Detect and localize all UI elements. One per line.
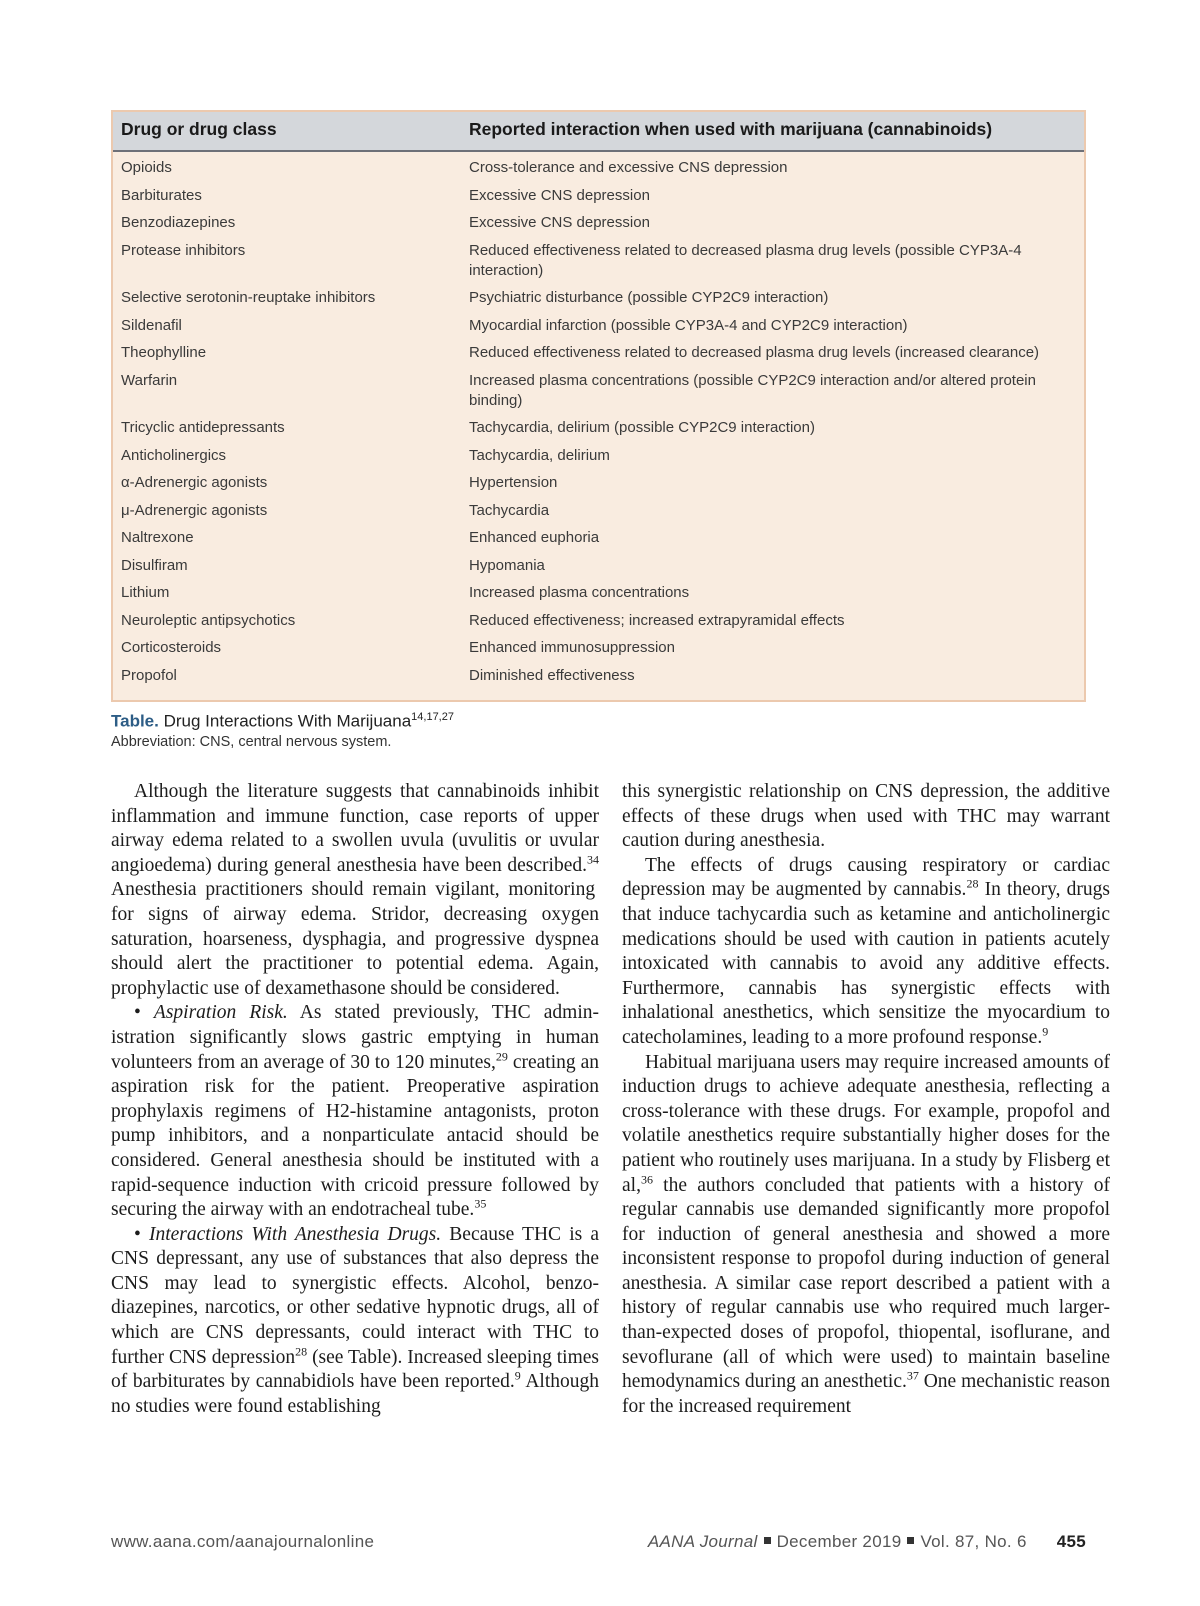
- table-row: [113, 579, 1084, 607]
- square-bullet-icon: [764, 1537, 771, 1544]
- footer-journal-info: [648, 1532, 1086, 1552]
- interaction-cell: Hypomania: [469, 556, 545, 574]
- drug-cell: Tricyclic antidepressants: [121, 419, 285, 436]
- drug-cell: Naltrexone: [121, 529, 194, 546]
- paragraph: Habitual marijuana users may require increased amounts of induction drugs to achieve adequate anesthesia, reflecting a cross-tolerance with these drugs. For example, propofol and volatile anesthetics require substantially higher doses for the patient who routinely uses marijuana. In a study by Flisberg et al,$^{36}$ the authors concluded that patients with a history of regular cannabis use demanded significantly more propofol for induction of general anesthesia and showed a more inconsistent response to propofol during induction of general anesthesia. A similar case report described a patient with a history of regular cannabis use who required much larger-than-expected doses of propofol, thiopental, isoflurane, and sevoflurane (all of which were used) to maintain baseline hemodynamics during an anesthetic.$^{37}$ One mechanistic reason for the increased requirement: [622, 1051, 1110, 1417]
- table-row: [113, 209, 1084, 237]
- interaction-cell: Hypertension: [469, 474, 558, 491]
- table-caption: [111, 711, 454, 732]
- paragraph-anesthesia-drugs: • Interactions With Anesthesia Drugs. Because THC is a CNS depressant, any use of substances that also depress the CNS may lead to synergistic effects. Alcohol, benzodiazepines, narcotics, or other sedative hypnotic drugs, all of which are CNS depressants, could interact with THC to further CNS depression$^{28}$ (see Table). Increased sleeping times of barbiturates by cannabidiols have been reported.$^9$ Although no studies were found establishing: [111, 1223, 599, 1417]
- table-row: [113, 154, 1084, 182]
- page-number: 455: [1056, 1532, 1086, 1551]
- table-row: [113, 497, 1084, 525]
- interaction-cell: Diminished effectiveness: [469, 666, 635, 684]
- drug-cell: Sildenafil: [121, 316, 182, 334]
- paragraph: Although the literature suggests that cannabinoids inhibit inflammation and immune function, case reports of upper airway edema related to a swollen uvula (uvulitis or uvular angioedema) during general anesthesia have been described.$^{34}$ Anesthesia practitioners should remain vigilant, monitoring for signs of airway edema. Stridor, decreasing oxygen saturation, hoarseness, dysphagia, and progressive dyspnea should alert the practitioner to potential edema. Again, prophylactic use of dexamethasone should be considered.: [111, 781, 599, 999]
- table-row: [113, 414, 1084, 442]
- table-row: [113, 634, 1084, 662]
- table-row: [113, 524, 1084, 552]
- drug-cell: Propofol: [121, 666, 177, 684]
- table-row: [113, 312, 1084, 340]
- drug-cell: Corticosteroids: [121, 639, 222, 656]
- table-row: [113, 367, 1084, 415]
- interaction-cell: Enhanced immunosuppression: [469, 639, 675, 656]
- square-bullet-icon: [907, 1537, 914, 1544]
- footer-url: www.aana.com/aanajournalonline: [111, 1532, 375, 1551]
- drug-interaction-table: [111, 110, 1086, 702]
- paragraph: The effects of drugs causing respiratory or cardiac depression may be augmented by cannabis.$^{28}$ In theory, drugs that induce tachycardia such as ketamine and anticholinergic medications should be used with caution in patients acutely intoxicated with cannabis to avoid any additive effects. Furthermore, cannabis has synergistic effects with inhalational anesthetics, which sensitize the myocardium to catecholamines, leading to a more profound response.$^9$: [622, 854, 1110, 1048]
- interaction-cell: Excessive CNS depression: [469, 214, 650, 231]
- drug-cell: Lithium: [121, 584, 170, 601]
- table-header-row: [113, 112, 1084, 152]
- drug-cell: Disulfiram: [121, 556, 188, 574]
- interaction-cell: Tachycardia, delirium (possible CYP2C9 interaction): [469, 419, 815, 436]
- table-row: [113, 469, 1084, 497]
- table-row: [113, 339, 1084, 367]
- table-row: [113, 607, 1084, 635]
- paragraph-aspiration-risk: • Aspiration Risk. As stated previously, THC administration significantly slows gastric emptying in human volunteers from an average of 30 to 120 minutes,$^{29}$ creating an aspiration risk for the patient. Preoperative aspiration prophylaxis regimens of H2-histamine antagonists, proton pump inhibitors, and a nonparticulate antacid should be considered. General anesthesia should be instituted with a rapid-sequence induction with cricoid pressure followed by securing the airway with an endotracheal tube.$^{35}$: [111, 1002, 599, 1221]
- drug-cell: Theophylline: [121, 344, 207, 361]
- drug-cell: Warfarin: [121, 371, 178, 389]
- header-interaction: Reported interaction when used with marijuana (cannabinoids): [469, 119, 993, 139]
- interaction-cell: Tachycardia: [469, 501, 550, 519]
- drug-cell: Neuroleptic antipsychotics: [121, 611, 296, 629]
- body-column-left: [111, 780, 599, 1419]
- interaction-cell: Tachycardia, delirium: [469, 446, 610, 464]
- interaction-cell: Psychiatric disturbance (possible CYP2C9 interaction): [469, 289, 829, 306]
- table-row: [113, 662, 1084, 690]
- drug-cell: Benzodiazepines: [121, 214, 236, 231]
- table-row: [113, 552, 1084, 580]
- body-column-right: [622, 780, 1110, 1419]
- footer-date: December 2019: [776, 1532, 902, 1551]
- drug-cell: Barbiturates: [121, 186, 202, 204]
- interaction-cell: Cross-tolerance and excessive CNS depression: [469, 159, 788, 176]
- drug-cell: Anticholinergics: [121, 446, 227, 464]
- table-row: [113, 182, 1084, 210]
- interaction-cell: Excessive CNS depression: [469, 186, 650, 204]
- drug-cell: μ-Adrenergic agonists: [121, 501, 268, 519]
- footer-volume: Vol. 87, No. 6: [920, 1532, 1027, 1551]
- table-body: [113, 154, 1084, 689]
- paragraph: this synergistic relationship on CNS depression, the additive effects of these drugs when used with THC may warrant caution during anesthesia.: [622, 781, 1110, 852]
- caption-title: Drug Interactions With Marijuana: [163, 711, 412, 731]
- interaction-cell: Increased plasma concentrations: [469, 584, 690, 601]
- footer-journal: AANA Journal: [647, 1532, 758, 1551]
- interaction-cell: Enhanced euphoria: [469, 529, 600, 546]
- table-row: [113, 284, 1084, 312]
- caption-label: Table.: [111, 711, 159, 731]
- drug-cell: Protease inhibitors: [121, 241, 246, 259]
- drug-cell: Opioids: [121, 159, 172, 176]
- interaction-cell: Reduced effectiveness; increased extrapyramidal effects: [469, 611, 845, 629]
- drug-cell: α-Adrenergic agonists: [121, 474, 268, 491]
- drug-cell: Selective serotonin-reuptake inhibitors: [121, 289, 376, 306]
- interaction-cell: Increased plasma concentrations (possible CYP2C9 interaction and/or altered protein binding): [469, 371, 1036, 409]
- interaction-cell: Reduced effectiveness related to decreased plasma drug levels (increased clearance): [469, 344, 1040, 361]
- interaction-cell: Myocardial infarction (possible CYP3A-4 and CYP2C9 interaction): [469, 316, 908, 334]
- interaction-cell: Reduced effectiveness related to decreased plasma drug levels (possible CYP3A-4 interaction): [469, 241, 1022, 279]
- caption-refs: 14,17,27: [411, 711, 454, 723]
- table-row: [113, 237, 1084, 285]
- table-abbreviation: Abbreviation: CNS, central nervous system.: [111, 734, 392, 750]
- header-drug-class: Drug or drug class: [121, 119, 277, 139]
- table-row: [113, 442, 1084, 470]
